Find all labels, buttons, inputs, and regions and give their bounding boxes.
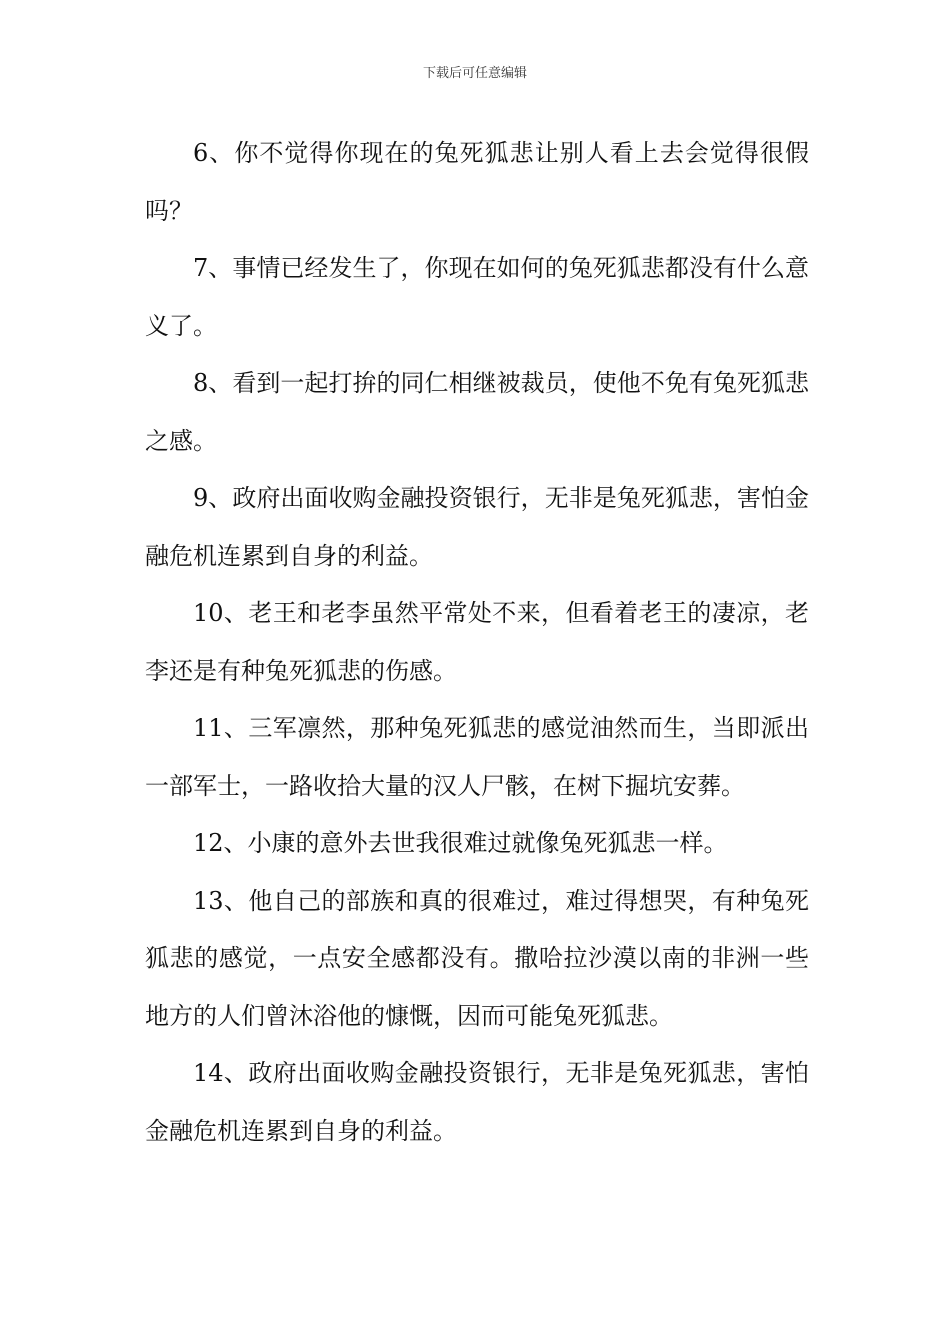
document-body [145,125,809,1160]
page-header-note: 下载后可任意编辑 [422,66,527,81]
paragraph-6: 6、你不觉得你现在的兔死狐悲让别人看上去会觉得很假吗？ [145,139,809,225]
paragraph-9: 9、政府出面收购金融投资银行，无非是兔死狐悲，害怕金融危机连累到自身的利益。 [145,484,809,570]
paragraph-7: 7、事情已经发生了，你现在如何的兔死狐悲都没有什么意义了。 [145,254,809,340]
paragraph-14: 14、政府出面收购金融投资银行，无非是兔死狐悲，害怕金融危机连累到自身的利益。 [145,1059,809,1145]
paragraph-10: 10、老王和老李虽然平常处不来，但看着老王的凄凉，老李还是有种兔死狐悲的伤感。 [145,599,809,685]
paragraph-13: 13、他自己的部族和真的很难过，难过得想哭，有种兔死狐悲的感觉，一点安全感都没有。撒哈拉沙漠以南的非洲一些地方的人们曾沐浴他的慷慨，因而可能兔死狐悲。 [145,886,809,1030]
paragraph-8: 8、看到一起打拚的同仁相继被裁员，使他不免有兔死狐悲之感。 [145,369,809,455]
paragraph-12: 12、小康的意外去世我很难过就像兔死狐悲一样。 [193,829,728,857]
paragraph-11: 11、三军凛然，那种兔死狐悲的感觉油然而生，当即派出一部军士，一路收拾大量的汉人尸骸，在树下掘坑安葬。 [145,714,809,800]
